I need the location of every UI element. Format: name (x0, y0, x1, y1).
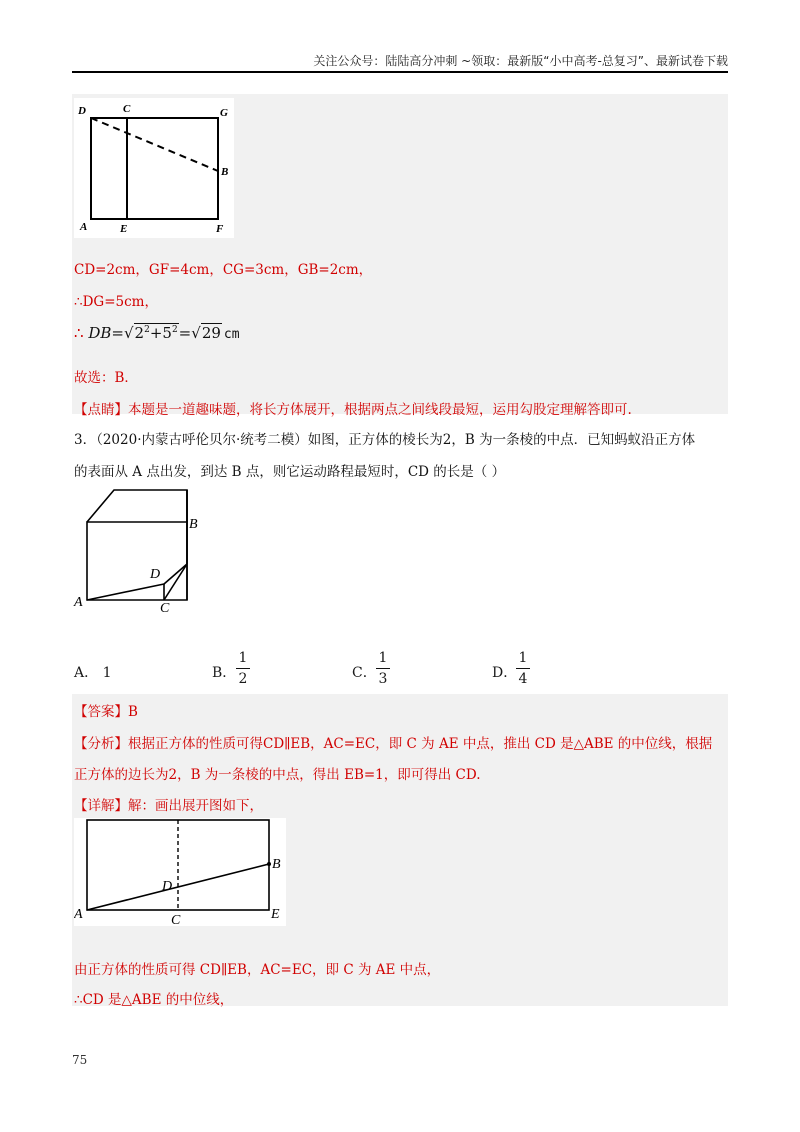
page-number: 75 (72, 1053, 88, 1067)
label-A: A (80, 221, 88, 233)
option-c-num: 1 (378, 650, 388, 666)
net-label-B: B (272, 857, 281, 872)
formula-unit: cm (223, 327, 240, 342)
formula-a: 2 (134, 324, 145, 342)
question3-line1: 3．（2020·内蒙古呼伦贝尔·统考二模）如图，正方体的棱长为2，B 为一条棱的中点．已知蚂蚁沿正方体 (74, 432, 696, 448)
sqrt-sign-2: √ (191, 324, 201, 342)
answer3-line-a: 由正方体的性质可得 CD∥EB，AC=EC，即 C 为 AE 中点， (74, 962, 441, 978)
option-c-fraction (376, 650, 390, 687)
formula-b: 5 (162, 324, 172, 342)
answer3-answer: 【答案】B (74, 704, 138, 720)
cube-figure (72, 484, 212, 616)
answer3-detail: 【详解】解：画出展开图如下， (74, 798, 263, 814)
option-b-num: 1 (238, 650, 248, 666)
question3-line2: 的表面从 A 点出发，到达 B 点，则它运动路程最短时，CD 的长是（ ） (74, 464, 506, 480)
option-a-letter: A． (74, 665, 99, 681)
net-label-D: D (162, 879, 173, 894)
formula-eq1: = (111, 324, 124, 342)
solution1-choice: 故选：B． (74, 370, 138, 386)
option-c-letter: C． (352, 665, 377, 681)
solution1-comment: 【点睛】本题是一道趣味题，将长方体展开，根据两点之间线段最短，运用勾股定理解答即可. (74, 402, 632, 418)
option-a-value: 1 (102, 665, 112, 681)
net-figure (74, 818, 286, 926)
option-b-den: 2 (238, 671, 248, 687)
option-d-den: 4 (518, 671, 528, 687)
option-d[interactable] (492, 650, 552, 690)
sqrt-radicand-1 (134, 323, 179, 342)
cube-label-A: A (74, 595, 83, 610)
option-c[interactable] (352, 650, 412, 690)
db-formula (74, 324, 240, 342)
cube-label-B: B (189, 517, 198, 532)
option-b-fraction (236, 650, 250, 687)
answer3-line-b: ∴CD 是△ABE 的中位线， (74, 992, 234, 1008)
unfolded-box-figure (74, 98, 234, 238)
option-c-den: 3 (378, 671, 388, 687)
option-b-letter: B． (212, 665, 237, 681)
cube-label-C: C (160, 601, 170, 616)
answer3-analysis2: 正方体的边长为2，B 为一条棱的中点，得出 EB=1，即可得出 CD. (74, 767, 481, 783)
option-a[interactable] (74, 650, 134, 690)
label-F: F (216, 223, 224, 235)
solution1-line1: CD=2cm，GF=4cm，CG=3cm，GB=2cm， (74, 262, 373, 278)
label-B: B (221, 166, 229, 178)
net-label-E: E (271, 907, 280, 922)
label-D: D (78, 105, 86, 117)
sqrt-radicand-2: 29 (201, 324, 221, 342)
label-C: C (123, 103, 131, 115)
therefore-symbol: ∴ (74, 324, 84, 342)
answer3-analysis1: 【分析】根据正方体的性质可得CD∥EB，AC=EC，即 C 为 AE 中点，推出 CD 是△ABE 的中位线，根据 (74, 736, 713, 752)
formula-lhs: DB (88, 324, 112, 342)
formula-eq2: = (178, 324, 192, 342)
net-label-C: C (171, 913, 181, 926)
option-d-letter: D． (492, 665, 518, 681)
label-G: G (220, 107, 228, 119)
option-d-num: 1 (518, 650, 528, 666)
formula-plus: + (149, 324, 163, 342)
page-header: 关注公众号：陆陆高分冲刺 ~领取：最新版“小中高考-总复习”、最新试卷下载 (313, 54, 728, 68)
cube-label-D: D (150, 567, 161, 582)
option-d-fraction (516, 650, 530, 687)
formula-exp-b: 2 (171, 325, 178, 335)
sqrt-sign-1: √ (123, 324, 134, 342)
net-label-A: A (74, 907, 83, 922)
label-E: E (120, 223, 128, 235)
header-rule (72, 71, 728, 73)
solution1-line2: ∴DG=5cm， (74, 294, 158, 310)
option-b[interactable] (212, 650, 272, 690)
formula-exp-a: 2 (144, 325, 150, 335)
